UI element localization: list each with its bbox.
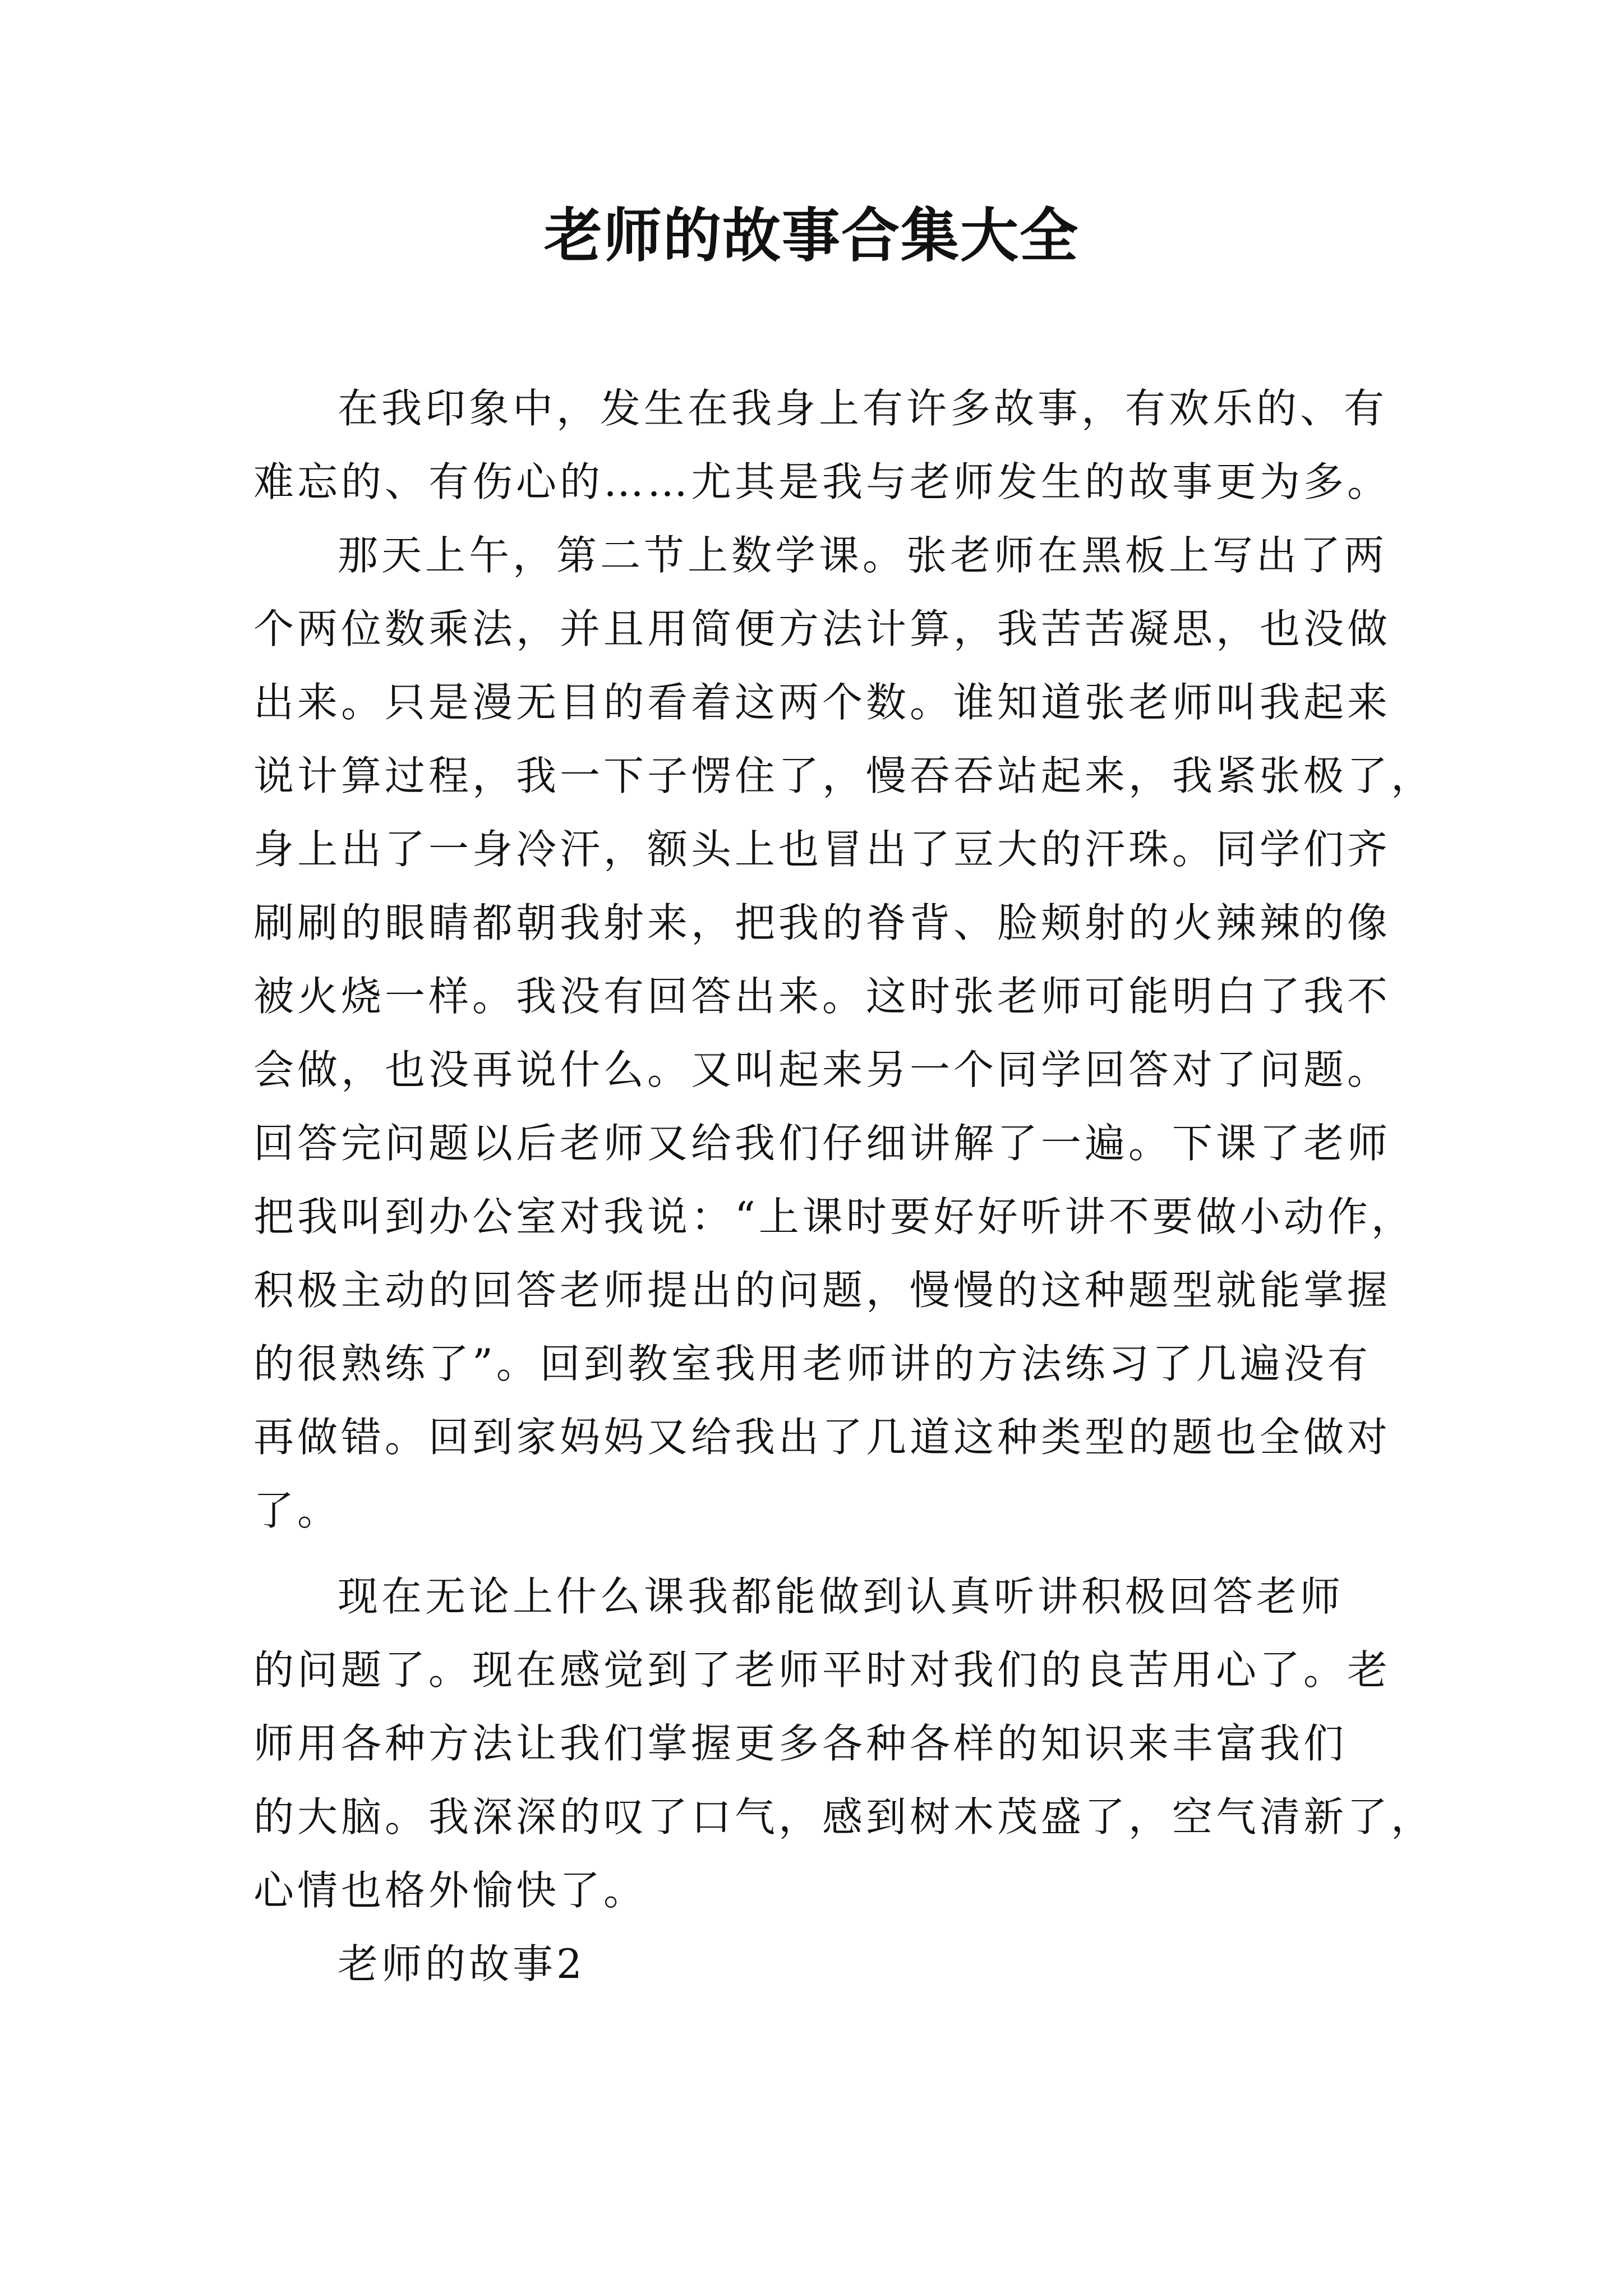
paragraph-intro — [253, 372, 1398, 519]
paragraph-reflection — [253, 1560, 1435, 1927]
paragraph-line: 的问题了。现在感觉到了老师平时对我们的良苦用心了。老 — [253, 1646, 1391, 1694]
paragraph-line: 刷刷的眼睛都朝我射来，把我的脊背、脸颊射的火辣辣的像 — [253, 899, 1391, 946]
paragraph-line: 心情也格外愉快了。 — [253, 1867, 648, 1914]
paragraph-line: 会做，也没再说什么。又叫起来另一个同学回答对了问题。 — [253, 1046, 1391, 1093]
document-body — [253, 372, 1435, 2001]
paragraph-line: 回答完问题以后老师又给我们仔细讲解了一遍。下课了老师 — [253, 1120, 1391, 1167]
paragraph-line: 被火烧一样。我没有回答出来。这时张老师可能明白了我不 — [253, 973, 1391, 1020]
paragraph-line: 把我叫到办公室对我说：“上课时要好好听讲不要做小动作， — [253, 1193, 1415, 1240]
paragraph-line: 的大脑。我深深的叹了口气，感到树木茂盛了，空气清新了， — [253, 1793, 1435, 1841]
paragraph-line: 那天上午，第二节上数学课。张老师在黑板上写出了两 — [338, 532, 1388, 579]
paragraph-line: 的很熟练了”。回到教室我用老师讲的方法练习了几遍没有 — [253, 1340, 1371, 1387]
paragraph-line: 在我印象中，发生在我身上有许多故事，有欢乐的、有 — [338, 385, 1388, 432]
paragraph-line: 个两位数乘法，并且用简便方法计算，我苦苦凝思，也没做 — [253, 605, 1391, 652]
paragraph-line: 身上出了一身冷汗，额头上也冒出了豆大的汗珠。同学们齐 — [253, 826, 1391, 873]
paragraph-line: 积极主动的回答老师提出的问题，慢慢的这种题型就能掌握 — [253, 1267, 1391, 1314]
paragraph-line: 说计算过程，我一下子愣住了，慢吞吞站起来，我紧张极了， — [253, 752, 1435, 799]
paragraph-line: 了。 — [253, 1487, 342, 1534]
paragraph-line: 师用各种方法让我们掌握更多各种各样的知识来丰富我们 — [253, 1720, 1348, 1767]
paragraph-line: 老师的故事2 — [338, 1940, 585, 1987]
section-heading-story-2 — [253, 1927, 1398, 2001]
paragraph-line: 现在无论上什么课我都能做到认真听讲积极回答老师 — [338, 1573, 1344, 1620]
paragraph-math-class — [253, 519, 1435, 1548]
paragraph-line: 再做错。回到家妈妈又给我出了几道这种类型的题也全做对 — [253, 1414, 1391, 1461]
paragraph-line: 出来。只是漫无目的看着这两个数。谁知道张老师叫我起来 — [253, 679, 1391, 726]
paragraph-line: 难忘的、有伤心的……尤其是我与老师发生的故事更为多。 — [253, 458, 1391, 505]
document-title: 老师的故事合集大全 — [543, 201, 1079, 270]
